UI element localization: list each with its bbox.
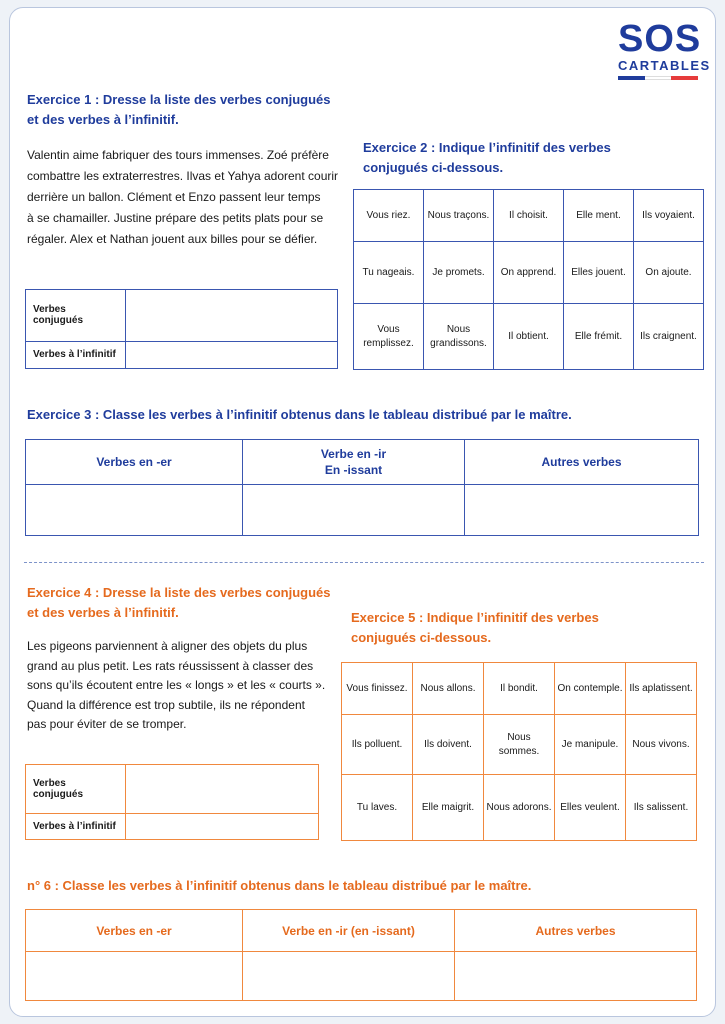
flag-white [645,76,672,80]
logo-sos-text: SOS [618,18,702,60]
ex3-answer-ir[interactable] [243,485,465,536]
grid-cell: Nous allons. [413,663,484,715]
table-row [354,304,704,370]
ex1-answer-table [25,289,338,369]
grid-cell: Elles jouent. [564,242,634,304]
table-row [342,775,697,841]
ex6-header-er: Verbes en -er [26,910,243,952]
ex1-answer-conjugues[interactable] [126,290,338,342]
flag-bar [618,76,698,80]
ex5-verb-grid [341,662,697,841]
grid-cell: Il bondit. [484,663,555,715]
ex2-verb-grid [353,189,704,370]
ex4-text [27,637,347,735]
ex1-line: régaler. Alex et Nathan jouent aux billes pour se défier. [27,232,318,246]
ex6-header-autres: Autres verbes [455,910,697,952]
grid-cell: Ils voyaient. [634,190,704,242]
ex6-answer-autres[interactable] [455,952,697,1001]
grid-cell: Nous sommes. [484,715,555,775]
ex6-answer-ir[interactable] [243,952,455,1001]
flag-blue [618,76,645,80]
ex2-title-line1: Exercice 2 : Indique l’infinitif des verbes [363,140,611,155]
grid-cell: Je promets. [424,242,494,304]
ex5-title-line1: Exercice 5 : Indique l’infinitif des verbes [351,610,599,625]
grid-cell: Ils salissent. [626,775,697,841]
grid-cell: Vous finissez. [342,663,413,715]
ex1-line: à se chamailler. Justine prépare des petits plats pour se [27,211,324,225]
ex3-classification-table [25,439,699,536]
grid-cell: Ils aplatissent. [626,663,697,715]
table-row [26,952,697,1001]
ex4-line: pas pour éviter de se tromper. [27,717,187,731]
table-row [26,485,699,536]
ex6-header-ir: Verbe en -ir (en -issant) [243,910,455,952]
ex1-label-conjugues: Verbes conjugués [26,290,126,342]
grid-cell: Elles veulent. [555,775,626,841]
grid-cell: Ils doivent. [413,715,484,775]
table-row [26,765,319,814]
ex5-title-line2: conjugués ci-dessous. [351,630,492,645]
grid-cell: Tu laves. [342,775,413,841]
grid-cell: On contemple. [555,663,626,715]
ex6-answer-er[interactable] [26,952,243,1001]
ex1-line: Valentin aime fabriquer des tours immenses. Zoé préfère [27,148,329,162]
ex4-title [27,583,357,623]
ex4-title-line1: Exercice 4 : Dresse la liste des verbes conjugués [27,585,331,600]
ex3-header-ir [243,440,465,485]
ex1-line: derrière un ballon. Clément et Enzo passent leur temps [27,190,321,204]
ex1-title-line1: Exercice 1 : Dresse la liste des verbes conjugués [27,92,331,107]
grid-cell: Nous vivons. [626,715,697,775]
grid-cell: Nous adorons. [484,775,555,841]
ex5-title [351,608,691,648]
grid-cell: Elle ment. [564,190,634,242]
table-row [342,663,697,715]
ex6-classification-table [25,909,697,1001]
grid-cell: Il obtient. [494,304,564,370]
table-row [354,190,704,242]
ex4-label-infinitif: Verbes à l’infinitif [26,814,126,840]
table-row [26,910,697,952]
grid-cell: Ils craignent. [634,304,704,370]
table-row [354,242,704,304]
section-divider [24,562,704,563]
grid-cell: Elle frémit. [564,304,634,370]
ex4-answer-table [25,764,319,840]
grid-cell: Je manipule. [555,715,626,775]
ex3-answer-er[interactable] [26,485,243,536]
ex1-answer-infinitif[interactable] [126,341,338,368]
ex1-title-line2: et des verbes à l’infinitif. [27,112,179,127]
ex3-header-er: Verbes en -er [26,440,243,485]
table-row [26,290,338,342]
ex2-title [363,138,693,178]
ex1-text [27,145,347,250]
table-row [26,341,338,368]
ex3-title: Exercice 3 : Classe les verbes à l’infinitif obtenus dans le tableau distribué par le maître. [27,407,572,422]
flag-red [671,76,698,80]
ex4-title-line2: et des verbes à l’infinitif. [27,605,179,620]
ex4-answer-conjugues[interactable] [126,765,319,814]
logo [618,18,711,80]
table-row [342,715,697,775]
ex4-line: Quand la différence est trop subtile, ils ne répondent [27,697,305,712]
grid-cell: On apprend. [494,242,564,304]
grid-cell: Vous remplissez. [354,304,424,370]
ex3-answer-autres[interactable] [465,485,699,536]
grid-cell: On ajoute. [634,242,704,304]
ex3-header-ir-line2: En -issant [324,463,383,477]
ex2-title-line2: conjugués ci-dessous. [363,160,504,175]
grid-cell: Nous grandissons. [424,304,494,370]
ex3-header-autres: Autres verbes [465,440,699,485]
ex4-answer-infinitif[interactable] [126,814,319,840]
ex3-header-ir-line1: Verbe en -ir [320,447,387,461]
grid-cell: Il choisit. [494,190,564,242]
ex1-label-infinitif: Verbes à l’infinitif [26,341,126,368]
table-row [26,440,699,485]
grid-cell: Vous riez. [354,190,424,242]
table-row [26,814,319,840]
ex4-line: grand au plus petit. Les rats réussissent à classer des [27,658,314,673]
grid-cell: Ils polluent. [342,715,413,775]
grid-cell: Nous traçons. [424,190,494,242]
ex4-line: Les pigeons parviennent à aligner des objets du plus [27,639,308,653]
ex6-title: n° 6 : Classe les verbes à l’infinitif obtenus dans le tableau distribué par le maître. [27,878,532,893]
logo-cartables-text: CARTABLES [618,58,711,73]
ex1-line: combattre les extraterrestres. Ilvas et Yahya adorent courir [27,169,339,183]
grid-cell: Tu nageais. [354,242,424,304]
ex1-title [27,90,357,130]
grid-cell: Elle maigrit. [413,775,484,841]
ex4-line: sons qu’ils écoutent entre les « longs » et les « courts ». [27,678,326,692]
ex4-label-conjugues: Verbes conjugués [26,765,126,814]
